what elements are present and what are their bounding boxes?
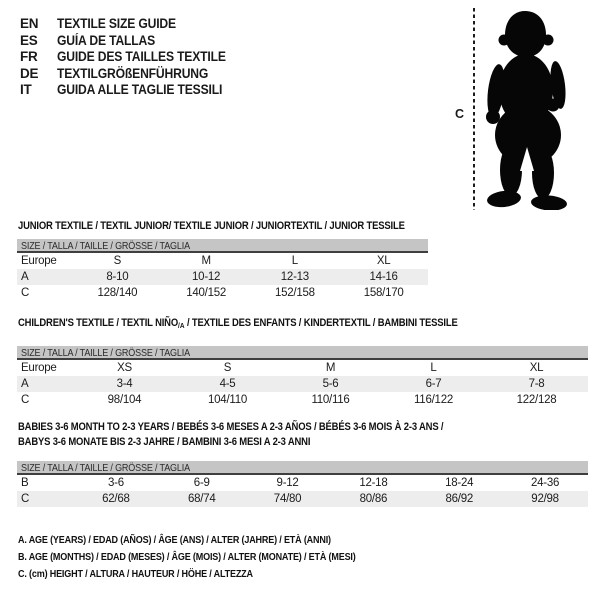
height-measure-dotted-line <box>473 8 475 210</box>
legend-line-a: A. AGE (YEARS) / EDAD (AÑOS) / ÂGE (ANS) / ALTER (JAHRE) / ETÀ (ANNI) <box>18 534 331 546</box>
language-row-de <box>20 66 245 83</box>
size-cell: 86/92 <box>445 493 473 505</box>
title-text <box>18 316 458 333</box>
guide-title: GUIDA ALLE TAGLIE TESSILI <box>57 82 223 97</box>
size-header-text: SIZE / TALLA / TAILLE / GRÖSSE / TAGLIA <box>21 347 190 359</box>
babies-title-line1: BABIES 3-6 MONTH TO 2-3 YEARS / BEBÉS 3-6 MESES A 2-3 AÑOS / BÉBÉS 3-6 MOIS À 2-3 ANS / <box>18 421 444 433</box>
row-label: Europe <box>21 255 57 267</box>
size-cell: 74/80 <box>273 493 302 505</box>
size-cell: 152/158 <box>274 287 315 299</box>
table-row <box>17 269 428 285</box>
language-row-fr <box>20 49 245 66</box>
row-label: C <box>21 394 30 406</box>
size-cell: 12-18 <box>359 477 388 489</box>
size-cell: 6-9 <box>193 477 210 489</box>
size-cell: 158/170 <box>363 287 404 299</box>
height-marker-label: C <box>455 107 465 121</box>
size-cell: XL <box>529 362 544 374</box>
guide-title: TEXTILGRÖßENFÜHRUNG <box>57 65 209 81</box>
title-post: / TEXTILE DES ENFANTS / KINDERTEXTIL / BAMBINI TESSILE <box>184 317 458 329</box>
children-table <box>17 360 588 408</box>
size-cell: 122/128 <box>516 394 557 406</box>
table-row <box>17 285 428 301</box>
size-header-text: SIZE / TALLA / TAILLE / GRÖSSE / TAGLIA <box>21 462 190 474</box>
junior-table-title <box>18 219 468 233</box>
size-header-bar <box>17 346 588 360</box>
size-cell: 110/116 <box>311 394 350 406</box>
size-cell: 18-24 <box>445 477 474 489</box>
size-cell: 9-12 <box>276 477 299 489</box>
size-cell: 92/98 <box>531 493 559 505</box>
language-title-block <box>20 16 245 99</box>
language-code: DE <box>20 65 39 81</box>
size-cell: 116/122 <box>414 394 453 406</box>
table-row <box>17 253 428 269</box>
size-cell: 140/152 <box>186 287 227 299</box>
size-cell: 8-10 <box>106 271 129 283</box>
language-code: EN <box>20 16 39 31</box>
row-label: A <box>21 271 29 283</box>
size-cell: 104/110 <box>208 394 247 406</box>
language-row-it <box>20 82 245 99</box>
size-cell: S <box>223 362 232 374</box>
size-cell: 6-7 <box>425 378 442 390</box>
size-cell: 10-12 <box>192 271 221 283</box>
size-cell: 68/74 <box>187 493 216 505</box>
babies-table-title <box>18 420 513 449</box>
size-cell: 3-6 <box>107 477 124 489</box>
children-size-table <box>17 346 588 408</box>
babies-table <box>17 475 588 507</box>
legend-line-c: C. (cm) HEIGHT / ALTURA / HAUTEUR / HÖHE / ALTEZZA <box>18 568 253 580</box>
guide-title: GUIDE DES TAILLES TEXTILE <box>57 49 226 64</box>
guide-title: TEXTILE SIZE GUIDE <box>57 16 176 31</box>
size-cell: L <box>291 255 298 267</box>
size-cell: XL <box>376 255 391 267</box>
legend <box>18 532 411 583</box>
size-cell: XS <box>117 362 132 374</box>
size-cell: 98/104 <box>107 394 142 406</box>
baby-silhouette-icon <box>478 5 588 210</box>
table-row <box>17 475 588 491</box>
babies-size-table <box>17 461 588 507</box>
table-row <box>17 376 588 392</box>
row-label: Europe <box>21 362 57 374</box>
guide-title: GUÍA DE TALLAS <box>57 32 156 48</box>
title-text: JUNIOR TEXTILE / TEXTIL JUNIOR/ TEXTILE JUNIOR / JUNIORTEXTIL / JUNIOR TESSILE <box>18 220 405 232</box>
babies-title-line2: BABYS 3-6 MONATE BIS 2-3 JAHRE / BAMBINI 3-6 MESI A 2-3 ANNI <box>18 435 311 448</box>
size-cell: 14-16 <box>369 271 398 283</box>
size-cell: 12-13 <box>280 271 309 283</box>
children-table-title <box>18 316 529 333</box>
row-label: A <box>21 378 29 390</box>
size-cell: 3-4 <box>116 378 133 390</box>
language-code: ES <box>20 32 38 48</box>
row-label: C <box>21 287 30 299</box>
title-subscript: /A <box>178 321 185 330</box>
size-header-bar <box>17 461 588 475</box>
language-row-en <box>20 16 245 33</box>
size-header-bar <box>17 239 428 253</box>
language-code: FR <box>20 49 38 64</box>
language-code: IT <box>20 82 32 97</box>
size-cell: L <box>430 362 437 374</box>
row-label: C <box>21 493 30 505</box>
size-cell: 62/68 <box>102 493 130 505</box>
row-label: B <box>21 477 29 489</box>
size-cell: S <box>113 255 122 267</box>
size-cell: 128/140 <box>97 287 138 299</box>
size-cell: 80/86 <box>359 493 388 505</box>
size-cell: 5-6 <box>322 378 339 390</box>
junior-table <box>17 253 428 301</box>
legend-line-b: B. AGE (MONTHS) / EDAD (MESES) / ÂGE (MOIS) / ALTER (MONATE) / ETÀ (MESI) <box>18 551 356 563</box>
title-pre: CHILDREN'S TEXTILE / TEXTIL NIÑO <box>18 317 179 329</box>
size-cell: 24-36 <box>530 477 560 489</box>
size-cell: M <box>325 362 336 374</box>
table-row <box>17 360 588 376</box>
language-row-es <box>20 33 245 50</box>
size-header-text: SIZE / TALLA / TAILLE / GRÖSSE / TAGLIA <box>21 240 190 252</box>
junior-size-table <box>17 239 428 301</box>
table-row <box>17 392 588 408</box>
size-cell: M <box>201 255 211 267</box>
table-row <box>17 491 588 507</box>
size-cell: 4-5 <box>219 378 236 390</box>
size-cell: 7-8 <box>528 378 545 390</box>
